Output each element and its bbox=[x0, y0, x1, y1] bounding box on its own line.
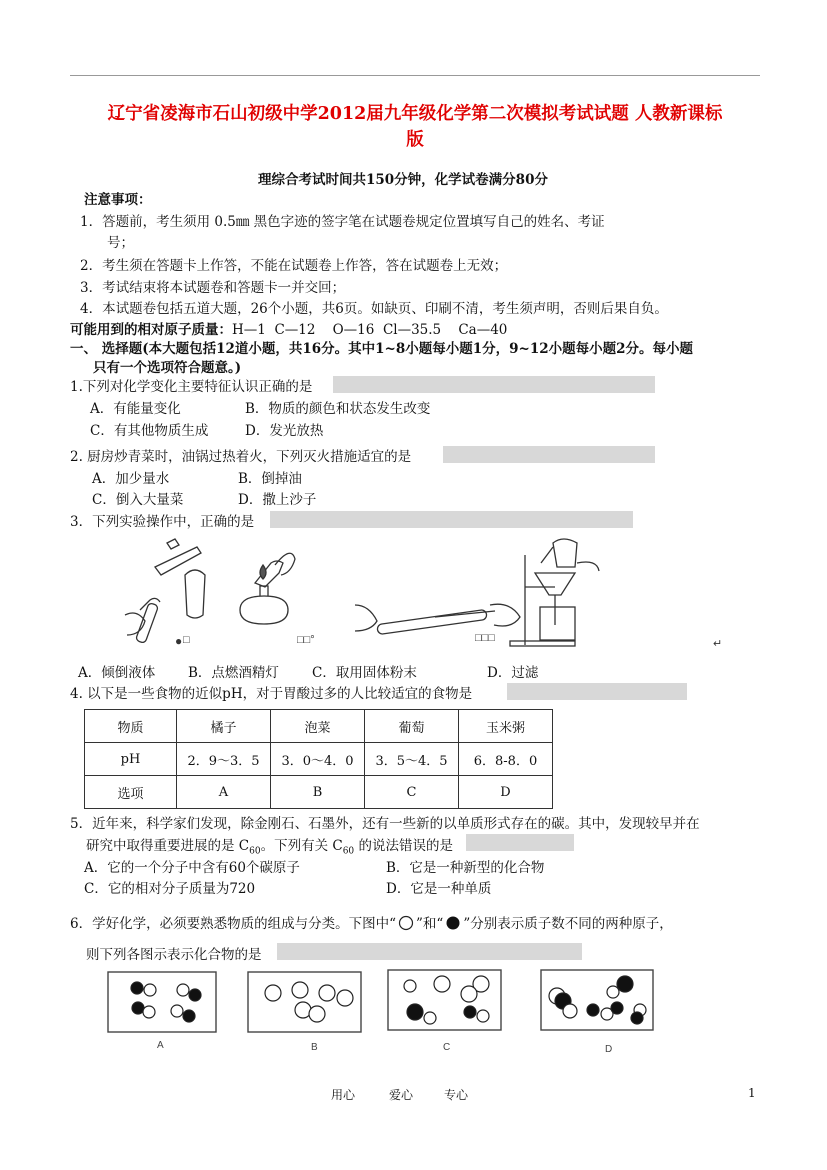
q1-option-d: D．发光放热 bbox=[245, 423, 324, 439]
molecule-group-d bbox=[549, 976, 646, 1024]
svg-text:↵: ↵ bbox=[713, 638, 723, 650]
q3-option-b: B．点燃酒精灯 bbox=[188, 665, 279, 681]
q2-option-a: A．加少量水 bbox=[92, 471, 170, 487]
q3-answer-box[interactable] bbox=[270, 511, 633, 528]
molecule-group-b bbox=[265, 982, 353, 1022]
diagram-label-d: D bbox=[605, 1044, 613, 1055]
q5-option-a: A．它的一个分子中含有60个碳原子 bbox=[84, 860, 300, 876]
atomic-mass-label: 可能用到的相对原子质量： bbox=[70, 322, 232, 338]
q3-option-c: C．取用固体粉末 bbox=[312, 665, 417, 681]
q2-option-b: B．倒掉油 bbox=[238, 471, 302, 487]
diagram-label-c: C bbox=[443, 1042, 451, 1053]
black-atom-icon bbox=[445, 915, 461, 931]
table-cell: 3．5～4．5 bbox=[365, 743, 459, 776]
q1-option-b: B．物质的颜色和状态发生改变 bbox=[245, 401, 431, 417]
q5-option-b: B．它是一种新型的化合物 bbox=[386, 860, 545, 876]
svg-text:□□°: □□° bbox=[297, 634, 315, 646]
table-row bbox=[85, 710, 553, 743]
q3-option-a: A．倾倒液体 bbox=[78, 665, 156, 681]
table-cell: pH bbox=[85, 743, 177, 776]
title-line-1: 辽宁省凌海市石山初级中学2012届九年级化学第二次模拟考试试题 人教新课标 bbox=[107, 104, 723, 124]
q5-stem-2-part-b: 。下列有关 C bbox=[260, 838, 343, 854]
molecule-group-c bbox=[404, 976, 489, 1024]
notice-item-3: 3．考试结束将本试题卷和答题卡一并交回； bbox=[80, 280, 346, 296]
table-cell: 2．9～3．5 bbox=[177, 743, 271, 776]
title-line-2: 版 bbox=[406, 130, 424, 150]
taking-powder-icon bbox=[355, 604, 520, 634]
footer-motto-2: 爱心 bbox=[389, 1088, 414, 1102]
svg-text:□: □ bbox=[183, 634, 190, 646]
page-number: 1 bbox=[748, 1086, 756, 1100]
q1-answer-box[interactable] bbox=[333, 376, 655, 393]
q6-answer-box[interactable] bbox=[277, 943, 582, 960]
table-cell: A bbox=[177, 776, 271, 809]
table-cell: 泡菜 bbox=[271, 710, 365, 743]
q5-option-c: C．它的相对分子质量为720 bbox=[84, 881, 256, 897]
q1-option-a: A．有能量变化 bbox=[90, 401, 181, 417]
q5-stem-2-part-c: 的说法错误的是 bbox=[354, 838, 453, 854]
q1-option-c: C．有其他物质生成 bbox=[90, 423, 209, 439]
table-row bbox=[85, 743, 553, 776]
q5-answer-box[interactable] bbox=[466, 834, 574, 851]
filtration-icon bbox=[510, 539, 599, 646]
notice-item-1-cont: 号； bbox=[107, 235, 134, 251]
table-cell: 6．8-8．0 bbox=[459, 743, 553, 776]
atomic-mass-values: H—1 C—12 O—16 Cl—35.5 Ca—40 bbox=[232, 322, 508, 338]
table-cell: 3．0～4．0 bbox=[271, 743, 365, 776]
c60-subscript: 60 bbox=[342, 846, 355, 857]
q5-stem-2-part-a: 研究中取得重要进展的是 C bbox=[86, 838, 250, 854]
svg-text:●: ● bbox=[175, 634, 183, 648]
exam-time: 理综合考试时间共150分钟，化学试卷满分80分 bbox=[258, 172, 548, 188]
q2-option-d: D．撒上沙子 bbox=[238, 492, 317, 508]
diagram-label-a: A bbox=[157, 1040, 164, 1051]
white-atom-icon bbox=[398, 915, 414, 931]
section-1-heading-cont: 只有一个选项符合题意。) bbox=[93, 360, 242, 376]
q5-option-d: D．它是一种单质 bbox=[386, 881, 492, 897]
svg-text:□□□: □□□ bbox=[475, 632, 495, 644]
atomic-mass-line bbox=[70, 318, 507, 338]
q4-stem: 4. 以下是一些食物的近似pH，对于胃酸过多的人比较适宜的食物是 bbox=[70, 686, 473, 702]
c60-subscript: 60 bbox=[249, 846, 261, 857]
footer-motto-3: 专心 bbox=[444, 1088, 469, 1102]
q3-option-d: D．过滤 bbox=[487, 665, 539, 681]
table-cell: 葡萄 bbox=[365, 710, 459, 743]
notice-item-2: 2．考生须在答题卡上作答，不能在试题卷上作答，答在试题卷上无效； bbox=[80, 258, 508, 274]
table-cell: 玉米粥 bbox=[459, 710, 553, 743]
table-row bbox=[85, 776, 553, 809]
q2-stem: 2. 厨房炒青菜时，油锅过热着火，下列灭火措施适宜的是 bbox=[70, 449, 412, 465]
diagram-box-a bbox=[108, 972, 216, 1032]
q6-particle-diagrams bbox=[105, 968, 675, 1060]
molecule-group-a bbox=[131, 982, 201, 1022]
q6-stem-1-part-c: ”分别表示质子数不同的两种原子， bbox=[463, 916, 673, 932]
q2-option-c: C．倒入大量菜 bbox=[92, 492, 184, 508]
q3-stem: 3．下列实验操作中，正确的是 bbox=[70, 514, 255, 530]
table-cell: B bbox=[271, 776, 365, 809]
section-1-heading: 一、 选择题(本大题包括12道小题，共16分。其中1~8小题每小题1分，9~12小题每小题2分。每小题 bbox=[70, 341, 694, 357]
table-cell: 橘子 bbox=[177, 710, 271, 743]
ph-table bbox=[84, 709, 553, 809]
notice-item-1: 1．答题前，考生须用 0.5㎜ 黑色字迹的签字笔在试题卷规定位置填写自己的姓名、考证 bbox=[80, 214, 605, 230]
table-cell: D bbox=[459, 776, 553, 809]
q3-lab-illustration bbox=[105, 535, 725, 653]
notice-item-4: 4．本试题卷包括五道大题，26个小题，共6页。如缺页、印刷不清，考生须声明，否则后果自负。 bbox=[80, 301, 668, 317]
header-rule bbox=[70, 75, 760, 76]
lighting-lamp-icon bbox=[240, 553, 295, 624]
q6-stem-1 bbox=[70, 912, 673, 932]
q2-answer-box[interactable] bbox=[443, 446, 655, 463]
table-cell: 选项 bbox=[85, 776, 177, 809]
q1-stem: 1.下列对化学变化主要特征认识正确的是 bbox=[70, 379, 313, 395]
pouring-liquid-icon bbox=[125, 539, 205, 644]
table-cell: 物质 bbox=[85, 710, 177, 743]
footer-motto-1: 用心 bbox=[331, 1088, 356, 1102]
notice-heading: 注意事项： bbox=[84, 192, 152, 208]
q4-answer-box[interactable] bbox=[507, 683, 687, 700]
table-cell: C bbox=[365, 776, 459, 809]
page-title bbox=[70, 101, 760, 153]
q6-stem-1-part-a: 6．学好化学，必须要熟悉物质的组成与分类。下图中“ bbox=[70, 916, 396, 932]
q6-stem-1-part-b: ”和“ bbox=[416, 916, 444, 932]
q6-stem-2: 则下列各图示表示化合物的是 bbox=[86, 947, 262, 963]
diagram-label-b: B bbox=[311, 1042, 318, 1053]
q5-stem-1: 5．近年来，科学家们发现，除金刚石、石墨外，还有一些新的以单质形式存在的碳。其中，发现较早并在 bbox=[70, 816, 700, 832]
q5-stem-2 bbox=[86, 834, 453, 857]
